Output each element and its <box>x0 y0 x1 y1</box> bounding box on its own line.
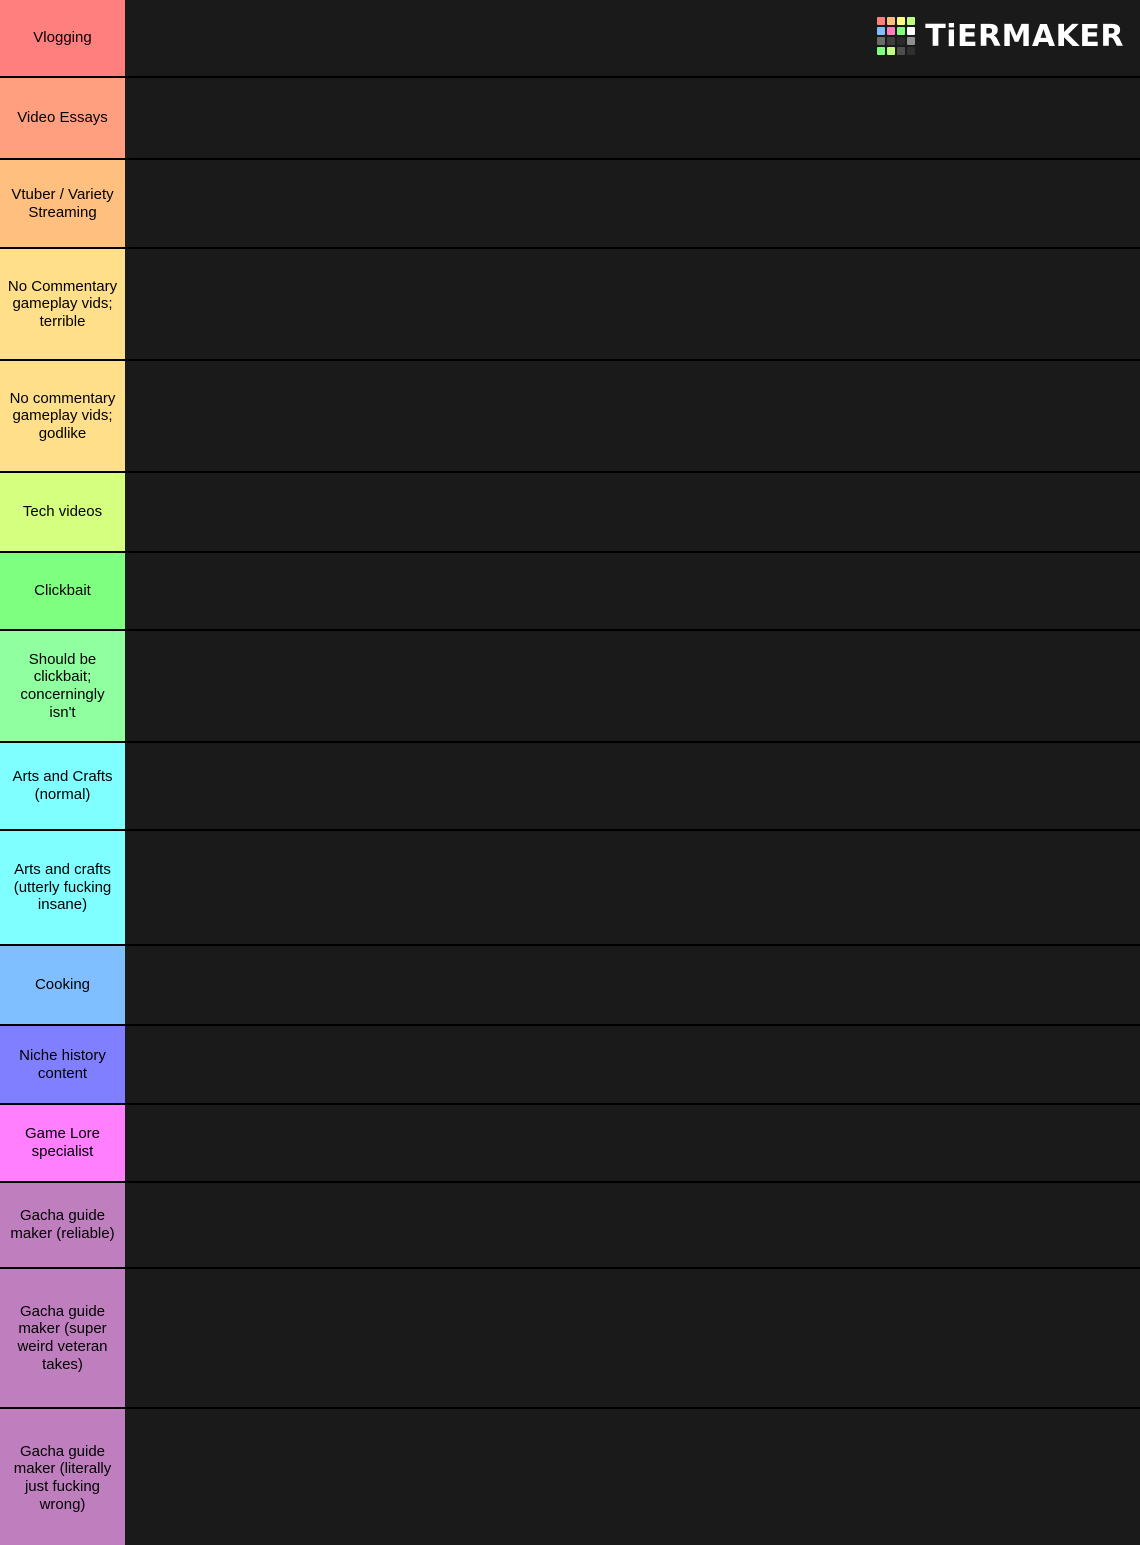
tier-label-12[interactable]: Game Lore specialist <box>0 1105 125 1181</box>
tier-drop-zone-1[interactable] <box>125 78 1140 158</box>
tier-drop-zone-13[interactable] <box>125 1183 1140 1267</box>
tier-row <box>0 1183 1140 1269</box>
tier-label-13[interactable]: Gacha guide maker (reliable) <box>0 1183 125 1267</box>
tier-label-10[interactable]: Cooking <box>0 946 125 1024</box>
tier-drop-zone-12[interactable] <box>125 1105 1140 1181</box>
tier-drop-zone-15[interactable] <box>125 1409 1140 1545</box>
tier-label-2[interactable]: Vtuber / Variety Streaming <box>0 160 125 247</box>
tier-row <box>0 0 1140 78</box>
tier-drop-zone-10[interactable] <box>125 946 1140 1024</box>
tier-drop-zone-8[interactable] <box>125 743 1140 829</box>
tier-label-11[interactable]: Niche history content <box>0 1026 125 1103</box>
tier-label-0[interactable]: Vlogging <box>0 0 125 76</box>
tier-drop-zone-5[interactable] <box>125 473 1140 551</box>
tier-label-8[interactable]: Arts and Crafts (normal) <box>0 743 125 829</box>
tier-row <box>0 1105 1140 1183</box>
tier-drop-zone-9[interactable] <box>125 831 1140 944</box>
logo-text: TiERMAKER <box>925 18 1124 54</box>
tier-row <box>0 1269 1140 1409</box>
tier-label-6[interactable]: Clickbait <box>0 553 125 629</box>
tier-label-5[interactable]: Tech videos <box>0 473 125 551</box>
tier-label-3[interactable]: No Commentary gameplay vids; terrible <box>0 249 125 359</box>
tier-label-4[interactable]: No commentary gameplay vids; godlike <box>0 361 125 471</box>
tier-label-1[interactable]: Video Essays <box>0 78 125 158</box>
tier-drop-zone-0[interactable] <box>125 0 1140 76</box>
tier-row <box>0 361 1140 473</box>
tier-row <box>0 78 1140 160</box>
tier-row <box>0 946 1140 1026</box>
tier-drop-zone-7[interactable] <box>125 631 1140 741</box>
tier-row <box>0 160 1140 249</box>
tier-row <box>0 831 1140 946</box>
tier-drop-zone-11[interactable] <box>125 1026 1140 1103</box>
tier-drop-zone-14[interactable] <box>125 1269 1140 1407</box>
tier-label-9[interactable]: Arts and crafts (utterly fucking insane) <box>0 831 125 944</box>
tier-row <box>0 553 1140 631</box>
tier-row <box>0 249 1140 361</box>
tier-label-7[interactable]: Should be clickbait; concerningly isn't <box>0 631 125 741</box>
tier-row <box>0 473 1140 553</box>
tier-drop-zone-6[interactable] <box>125 553 1140 629</box>
tier-drop-zone-2[interactable] <box>125 160 1140 247</box>
tier-row <box>0 743 1140 831</box>
tier-label-14[interactable]: Gacha guide maker (super weird veteran takes) <box>0 1269 125 1407</box>
tier-label-15[interactable]: Gacha guide maker (literally just fucking wrong) <box>0 1409 125 1545</box>
tier-row <box>0 1026 1140 1105</box>
tier-drop-zone-4[interactable] <box>125 361 1140 471</box>
tier-row <box>0 1409 1140 1545</box>
tier-row <box>0 631 1140 743</box>
tier-drop-zone-3[interactable] <box>125 249 1140 359</box>
